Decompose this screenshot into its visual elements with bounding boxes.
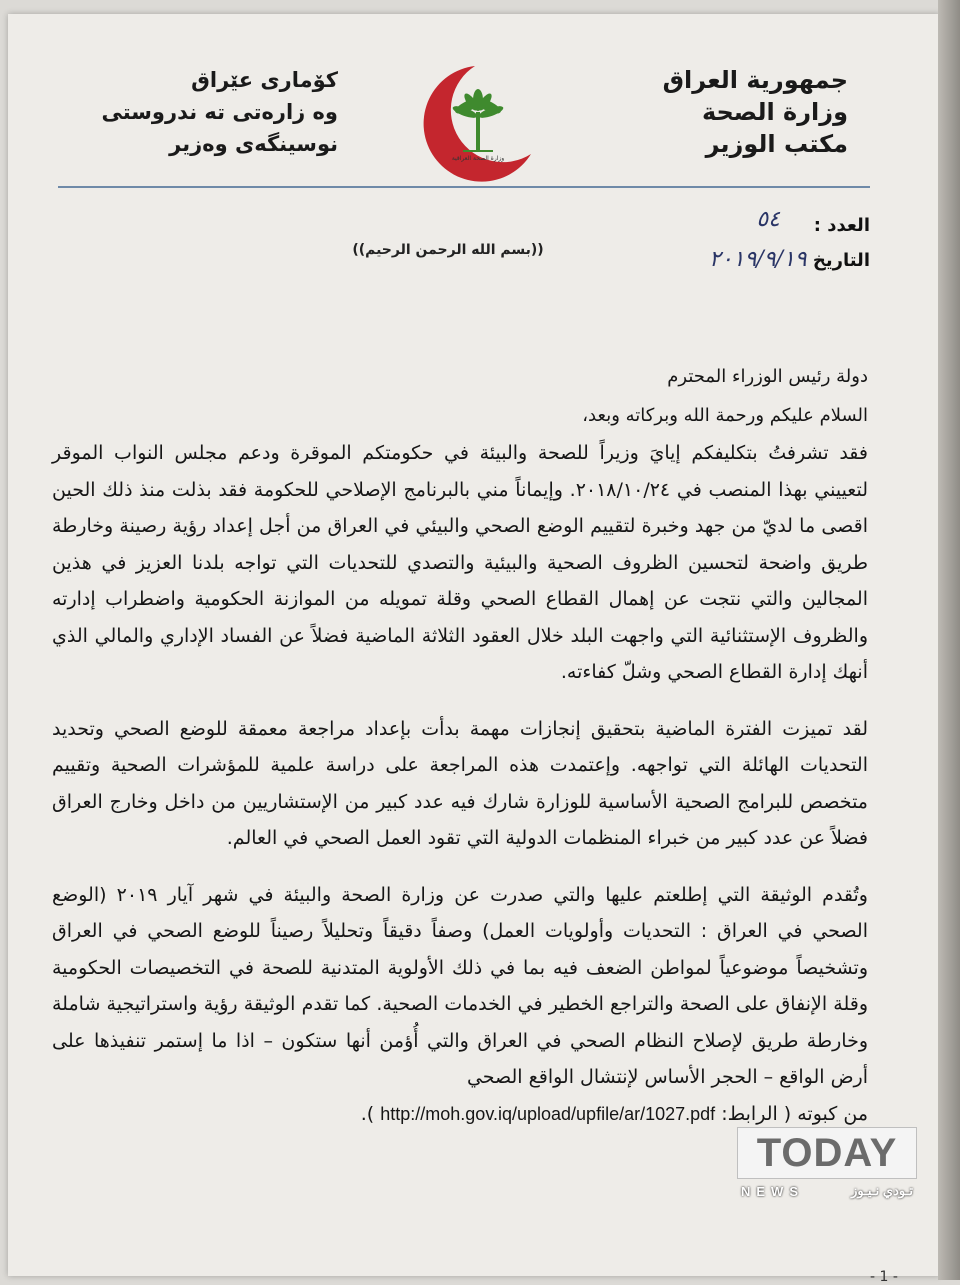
ministry-logo — [413, 62, 543, 182]
logo-palm-trunk — [476, 112, 480, 150]
paragraph-1: فقد تشرفتُ بتكليفكم إيايَ وزيراً للصحة والبيئة في حكومتكم الموقرة ودعم مجلس النواب الموقر لتعييني بهذا المنصب في ٢٠١٨/١٠/٢٤. وإيماناً مني بالبرنامج الإصلاحي للحكومة فقد بذلت منذ ذلك الحين اقصى ما لديّ من جهد وخبرة لتقييم الوضع الصحي والبيئي في العراق من أجل إعداد رؤية رصينة وخارطة طريق واضحة لتحسين الظروف الصحية والبيئية والتصدي للتحديات التي تواجه بلدنا العزيز في هذين المجالين والتي نتجت عن إهمال القطاع الصحي وقلة تمويله من الموازنة الحكومية واضطراب إدارته والظروف الإستثنائية التي واجهت البلد خلال العقود الثلاثة الماضية فضلاً عن الفساد الإداري والمالي الذي أنهك إدارة القطاع الصحي وشلّ كفاءته. — [52, 442, 868, 683]
reference-date-value: ٢٠١٩/٩/١٩ — [709, 247, 807, 272]
header-ar-line-2: وزارة الصحة — [701, 98, 848, 126]
reference-number-label: العدد : — [813, 215, 870, 236]
document-link[interactable]: http://moh.gov.iq/upload/upfile/ar/1027.pdf — [380, 1103, 716, 1124]
header-arabic — [608, 64, 848, 160]
watermark-subtitle — [737, 1180, 915, 1202]
link-close: ). — [360, 1102, 375, 1125]
page-number: - 1 - — [870, 1269, 898, 1285]
reference-date-row — [670, 243, 870, 278]
header-rule — [58, 186, 870, 188]
header-ku-line-2: وه زارەتی ته ندروستی — [101, 100, 338, 124]
paragraph-3-end-text: من كبوته ( الرابط: — [721, 1102, 868, 1125]
reference-block — [670, 209, 870, 278]
letter-body — [52, 359, 868, 1132]
addressee: دولة رئيس الوزراء المحترم — [667, 366, 868, 387]
greeting: السلام عليكم ورحمة الله وبركاته وبعد، — [582, 405, 868, 426]
letter-page — [8, 14, 940, 1285]
watermark-arabic: تـودي نـيـوز — [851, 1183, 913, 1198]
header-ku-line-3: نوسینگەی وەزیر — [169, 132, 338, 156]
header-kurdish — [78, 64, 338, 160]
paragraph-2: لقد تميزت الفترة الماضية بتحقيق إنجازات مهمة بدأت بإعداد مراجعة معمقة للوضع الصحي وتحديد التحديات الهائلة التي تواجهه. وإعتمدت هذه المراجعة على دراسة علمية للمؤشرات الصحية وتقييم متخصص للبرامج الصحية الأساسية للوزارة شارك فيه عدد كبير من الإستشاريين من داخل وخارج العراق فضلاً عن عدد كبير من خبراء المنظمات الدولية التي تقود العمل الصحي في العالم. — [52, 717, 868, 849]
logo-base — [463, 150, 493, 152]
header-ar-line-1: جمهورية العراق — [662, 66, 848, 94]
watermark-brand: TODAY — [756, 1131, 898, 1175]
bismillah: ((بسم الله الرحمن الرحيم)) — [352, 242, 544, 258]
header-ku-line-1: كۆماری عێراق — [191, 68, 338, 92]
paragraph-3: وتُقدم الوثيقة التي إطلعتم عليها والتي صدرت عن وزارة الصحة والبيئة في شهر آيار ٢٠١٩ (الوضع الصحي في العراق : التحديات وأولويات العمل) وصفاً دقيقاً وتحليلاً رصيناً للوضع الصحي في العراق وتشخيصاً موضوعياً لمواطن الضعف فيه بما في ذلك الأولوية المتدنية للصحة في التخصيصات الحكومية وقلة الإنفاق على الصحة والتراجع الخطير في الخدمات الصحية. كما تقدم الوثيقة رؤية واستراتيجية شاملة وخارطة طريق لإصلاح النظام الصحي في العراق والتي أُؤمن أنها ستكون – اذا ما إستمر تنفيذها على أرض الواقع – الحجر الأساس لإنتشال الواقع الصحي — [52, 883, 868, 1088]
reference-number-value: ٥٤ — [756, 207, 780, 232]
logo-caption: وزارة الصحة العراقية — [451, 155, 505, 162]
page-shadow-edge — [938, 0, 960, 1280]
today-news-watermark — [737, 1127, 917, 1179]
reference-date-label: التاريخ — [812, 250, 870, 271]
header-ar-line-3: مكتب الوزير — [705, 130, 848, 158]
watermark-news: NEWS — [741, 1183, 804, 1199]
reference-number-row — [670, 209, 870, 243]
